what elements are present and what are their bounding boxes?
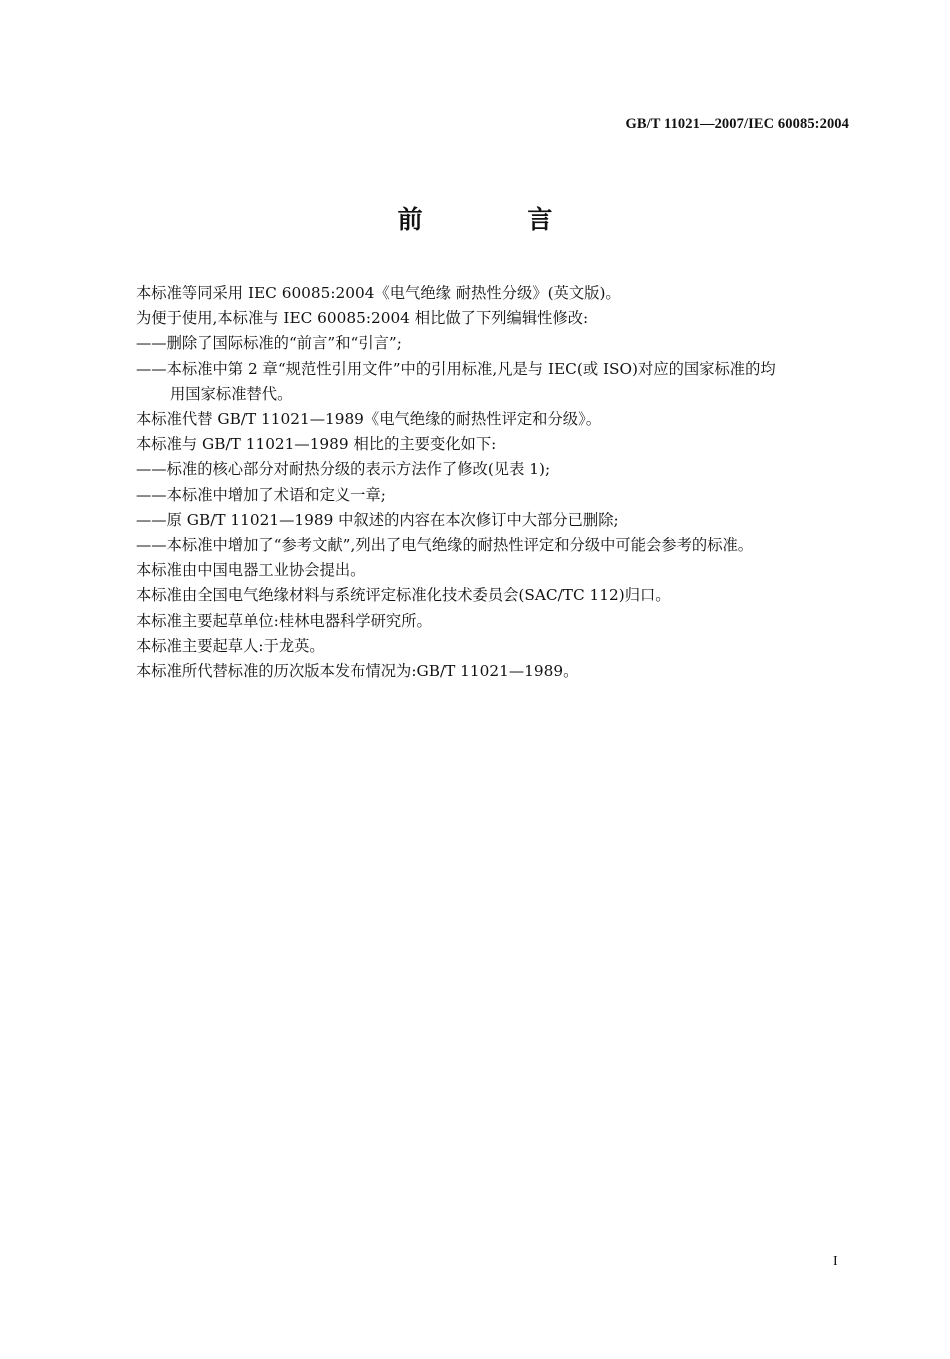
preface-list-item: ——本标准中增加了“参考文献”,列出了电气绝缘的耐热性评定和分级中可能会参考的标准。 [136,536,754,555]
preface-line: 本标准由全国电气绝缘材料与系统评定标准化技术委员会(SAC/TC 112)归口。 [136,586,671,605]
preface-line: 本标准所代替标准的历次版本发布情况为:GB/T 11021—1989。 [136,662,579,681]
preface-list-item-continuation: 用国家标准替代。 [170,384,293,403]
preface-list-item: ——本标准中第 2 章“规范性引用文件”中的引用标准,凡是与 IEC(或 ISO)对应的国家标准的均 [136,359,776,378]
preface-list-item: ——本标准中增加了术语和定义一章; [136,485,386,504]
preface-line: 本标准主要起草单位:桂林电器科学研究所。 [136,611,432,630]
preface-list-item: ——删除了国际标准的“前言”和“引言”; [136,334,402,353]
preface-line: 本标准代替 GB/T 11021—1989《电气绝缘的耐热性评定和分级》。 [136,410,602,429]
preface-line: 本标准主要起草人:于龙英。 [136,636,325,655]
preface-body [136,281,856,684]
preface-line: 本标准与 GB/T 11021—1989 相比的主要变化如下: [136,435,497,454]
standard-code-header: GB/T 11021—2007/IEC 60085:2004 [625,116,849,132]
page-title: 前 言 [397,205,601,234]
preface-line: 本标准等同采用 IEC 60085:2004《电气绝缘 耐热性分级》(英文版)。 [136,284,621,302]
preface-list-item: ——标准的核心部分对耐热分级的表示方法作了修改(见表 1); [136,460,551,479]
preface-list-item: ——原 GB/T 11021—1989 中叙述的内容在本次修订中大部分已删除; [136,510,619,529]
page-number: I [833,1254,838,1269]
preface-line: 为便于使用,本标准与 IEC 60085:2004 相比做了下列编辑性修改: [136,309,589,328]
preface-line: 本标准由中国电器工业协会提出。 [136,561,366,580]
